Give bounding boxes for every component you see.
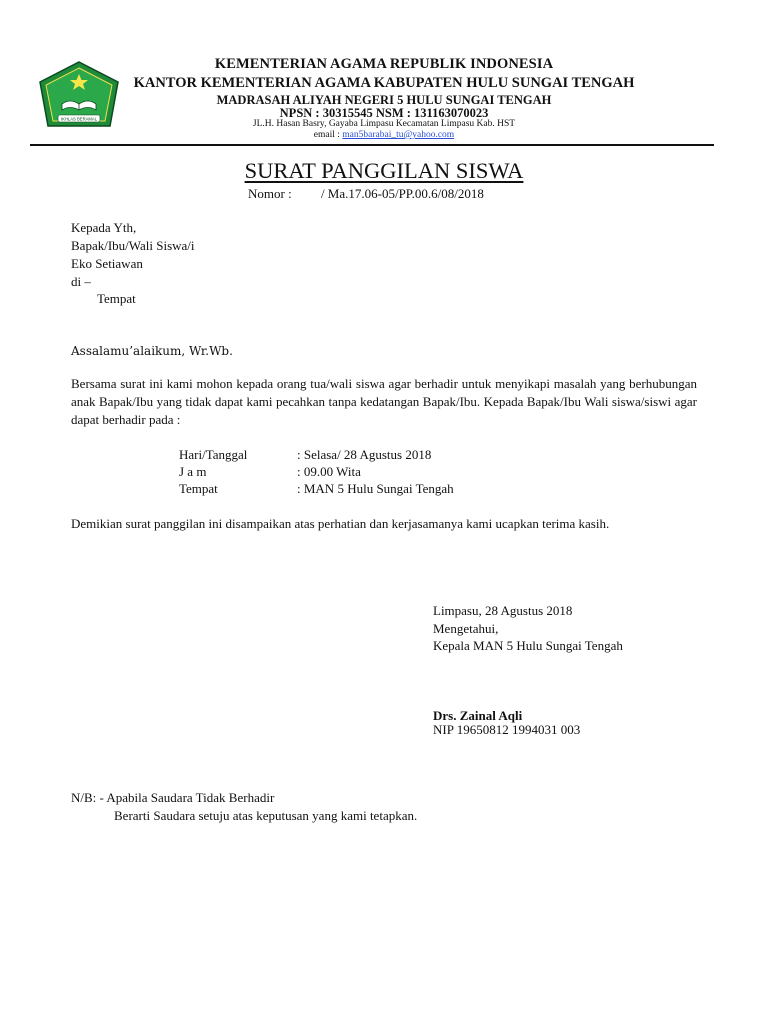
svg-text:IKHLAS BERAMAL: IKHLAS BERAMAL: [60, 116, 98, 122]
note-line-2: Berarti Saudara setuju atas keputusan yang kami tetapkan.: [114, 808, 418, 823]
ministry-logo: [36, 60, 122, 132]
signature-acknowledged: Mengetahui,: [433, 621, 499, 636]
closing-sentence: Demikian surat panggilan ini disampaikan atas perhatian dan kerjasamanya kami ucapkan terima kasih.: [71, 516, 610, 531]
body-paragraph: Bersama surat ini kami mohon kepada orang tua/wali siswa agar berhadir untuk menyikapi masalah yang berhubungan anak Bapak/Ibu yang tidak dapat kami pecahkan tanpa kedatangan Bapak/Ibu. Kepada Bapak/Ibu Wali siswa/siswi agar dapat berhadir pada :: [71, 376, 697, 427]
signature-place-date: Limpasu, 28 Agustus 2018: [433, 603, 573, 618]
letterhead-npsn: NPSN : 30315545 NSM : 131163070023: [279, 106, 489, 120]
schedule-label-place: Tempat: [179, 481, 218, 496]
signatory-nip: NIP 19650812 1994031 003: [433, 722, 581, 737]
email-link[interactable]: man5barabai_tu@yahoo.com: [342, 130, 455, 140]
recipient-place: Tempat: [97, 291, 136, 306]
note-line-1: N/B: - Apabila Saudara Tidak Berhadir: [71, 790, 275, 805]
schedule-value-place: : MAN 5 Hulu Sungai Tengah: [297, 481, 454, 496]
header-divider: [30, 144, 714, 146]
letterhead-address: JL.H. Hasan Basry, Gayaba Limpasu Kecamatan Limpasu Kab. HST: [252, 119, 516, 129]
schedule-value-date: : Selasa/ 28 Agustus 2018: [297, 447, 432, 462]
signature-position: Kepala MAN 5 Hulu Sungai Tengah: [433, 638, 623, 653]
recipient-line-1: Kepada Yth,: [71, 220, 137, 235]
schedule-label-time: J a m: [179, 464, 207, 479]
letter-title: SURAT PANGGILAN SISWA: [244, 158, 524, 183]
letterhead-ministry: KEMENTERIAN AGAMA REPUBLIK INDONESIA: [214, 56, 554, 72]
signatory-name: Drs. Zainal Aqli: [433, 708, 523, 723]
schedule-label-date: Hari/Tanggal: [179, 447, 248, 462]
email-label: email :: [313, 130, 343, 140]
letterhead-office: KANTOR KEMENTERIAN AGAMA KABUPATEN HULU SUNGAI TENGAH: [133, 75, 635, 91]
schedule-value-time: : 09.00 Wita: [297, 464, 361, 479]
greeting: Assalamu’alaikum, Wr.Wb.: [71, 344, 233, 358]
recipient-name: Eko Setiawan: [71, 256, 143, 271]
recipient-line-4: di –: [71, 274, 91, 289]
letterhead-school: MADRASAH ALIYAH NEGERI 5 HULU SUNGAI TENGAH: [216, 93, 552, 107]
recipient-line-2: Bapak/Ibu/Wali Siswa/i: [71, 238, 195, 253]
letter-number: Nomor : / Ma.17.06-05/PP.00.6/08/2018: [248, 186, 484, 201]
letterhead-email: [128, 130, 640, 140]
